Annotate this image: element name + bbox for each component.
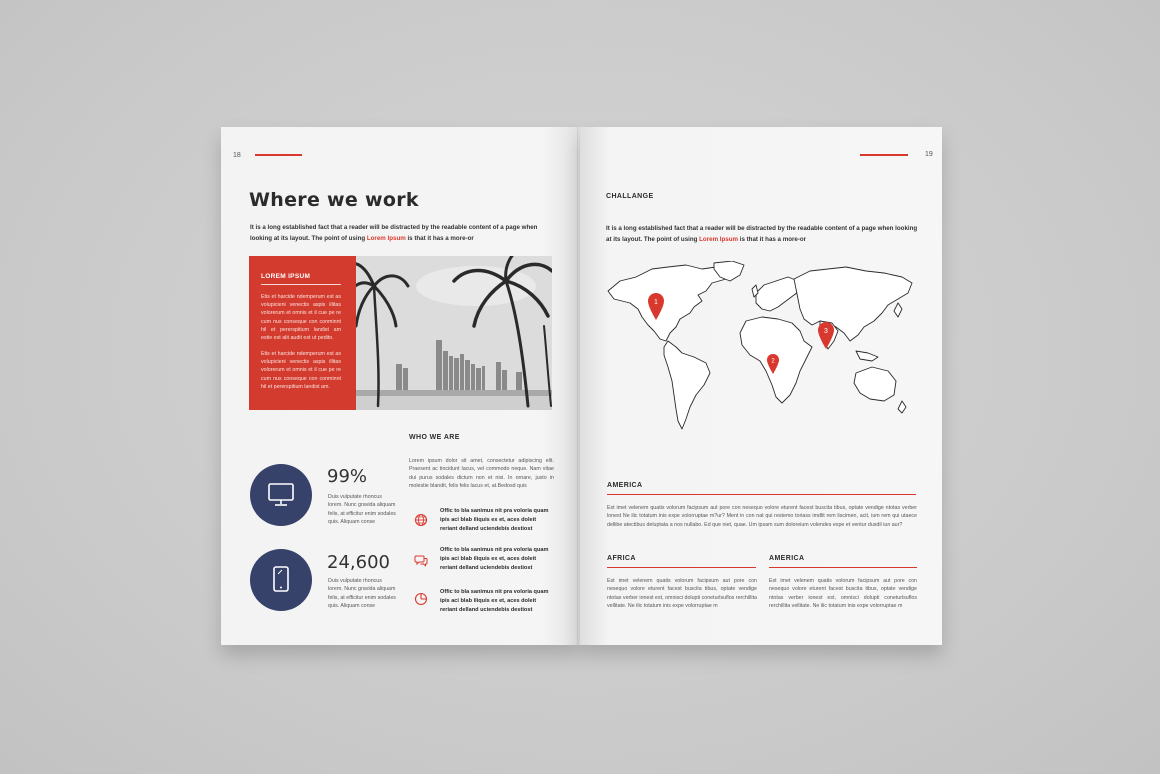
list-item-text: Offic to bla sanimus nit pra voloria quam ipis aci blab iliquis ex et, aces doleit reriant delland uciendebis destiost: [440, 508, 549, 532]
lorem-ipsum-box: [249, 256, 356, 410]
header-accent-line: [255, 154, 302, 156]
new-zealand-shape: [898, 401, 906, 413]
america-heading: AMERICA: [607, 482, 643, 489]
monitor-icon: [267, 482, 295, 508]
asia-shape: [794, 267, 912, 341]
map-pin-label: 2: [771, 358, 775, 365]
america-secondary-body: Est imet velenem quatis volorum facipsum aut pore con nesequo volore eturent facest buscita tibus, optate vendige ntotas verber ionest est, omnisci dolupti coneturlsuflos rerchillita vellitate. Ne ilic totatum inis expe volorruptae m: [769, 578, 917, 610]
stat-value: 99%: [327, 466, 368, 487]
list-item-text: Offic to bla sanimus nit pra voloria quam ipis aci blab iliquis ex et, aces doleit reriant delland uciendebis destiost: [440, 547, 549, 571]
stat-circle-tablet: [250, 549, 312, 611]
red-box-rule: [261, 284, 341, 285]
chat-icon: [414, 553, 428, 572]
intro-text: It is a long established fact that a reader will be distracted by the readable content of a page when looking at its layout. The point of using Lorem Ipsum is that it has a more-or: [606, 225, 918, 243]
section-rule: [607, 494, 916, 495]
america-body: Est imet velenem quatis volorum facipsum aut pore con nesequo volore eturent facest buscita tibus, optate vendige ntotas verber lonest Ne ilic totatum inis expe volorruptae m?ur? Ment in con nat qui restemo toriass imdlit rem liscimen, acit, ium rem qui utaece dellibe atectibus deluptata a nos nullabo. Ed que niet, quae. Um ipsam sum doloreium volendes expe et ventur dusdil iun aur?: [607, 505, 917, 528]
red-box-paragraph: Etis et harcide ndemperum est as volupicieni venectis aspis illitas volorerum et omnis et il cue pe re cum nus conseque con conminnt hil et pererspitium landist am estie est alit audit est ut pedito.: [261, 294, 341, 342]
map-pin-marker: [647, 292, 665, 322]
globe-icon: [414, 513, 428, 532]
stat-value: 24,600: [327, 552, 390, 573]
who-we-are-heading: WHO WE ARE: [409, 434, 460, 441]
north-america-shape: [608, 265, 730, 341]
page-number-right: 19: [925, 151, 933, 158]
map-pin-label: 1: [654, 299, 658, 306]
page-number-left: 18: [233, 152, 241, 159]
world-map: [606, 261, 918, 433]
palm-city-illustration: [356, 256, 552, 410]
header-accent-line: [860, 154, 908, 156]
challenge-heading: CHALLANGE: [606, 193, 654, 200]
south-america-shape: [664, 341, 710, 429]
section-rule: [769, 567, 917, 568]
africa-heading: AFRICA: [607, 555, 636, 562]
japan-shape: [894, 303, 902, 317]
right-page: [580, 127, 942, 645]
map-pin-label: 3: [824, 328, 828, 335]
page-title: Where we work: [249, 189, 419, 211]
stat-circle-monitor: [250, 464, 312, 526]
list-item-text: Offic to bla sanimus nit pra voloria quam ipis aci blab iliquis ex et, aces doleit reriant delland uciendebis destiost: [440, 589, 549, 613]
australia-shape: [854, 367, 896, 401]
stat-caption: Duis vulputate rhoncus lorem. Nunc gravida aliquam felis, at efficitur enim sodales quis. Aliquam conse: [328, 494, 396, 525]
red-box-heading: LOREM IPSUM: [261, 273, 311, 280]
tablet-icon: [271, 565, 291, 595]
map-pin-marker: [817, 321, 835, 351]
stat-caption: Duis vulputate rhoncus lorem. Nunc gravida aliquam felis, at efficitur enim sodales quis. Aliquam conse: [328, 578, 396, 609]
who-we-are-body: Lorem ipsum dolor sit amet, consectetur adipiscing elit. Praesent ac tincidunt lacus, vel commodo neque. Nam vitae dui purus sodales dictum non et nisi. In ornare, justo in molestie blandit, felis felis lacus et, at.Bedosd quis: [409, 458, 554, 490]
indonesia-shape: [856, 351, 878, 361]
intro-text: It is a long established fact that a reader will be distracted by the readable content of a page when looking at its layout. The point of using Lorem Ipsum is that it has a more-or: [250, 224, 538, 242]
africa-body: Est imet velenem quatis volorum facipsum aut pore con nesequo volore eturent facest buscita tibus, optate vendige ntotas verber ionest est, omnisci dolupti coneturlsuflos rerchillita vellitate. Ne ilic totatum inis expe volorruptae m: [607, 578, 757, 610]
america-heading-secondary: AMERICA: [769, 555, 805, 562]
map-pin-marker: [766, 353, 780, 375]
palm-city-photo: [356, 256, 552, 410]
pie-chart-icon: [414, 592, 428, 611]
section-rule: [607, 567, 756, 568]
left-page: [221, 127, 578, 645]
red-box-paragraph: Etis et harcide ndemperum est as volupicieni venectis aspis illitas volorerum et omnis et il cue pe re cum nus conseque con conminnt hil et pererspitium landist am.: [261, 351, 341, 390]
